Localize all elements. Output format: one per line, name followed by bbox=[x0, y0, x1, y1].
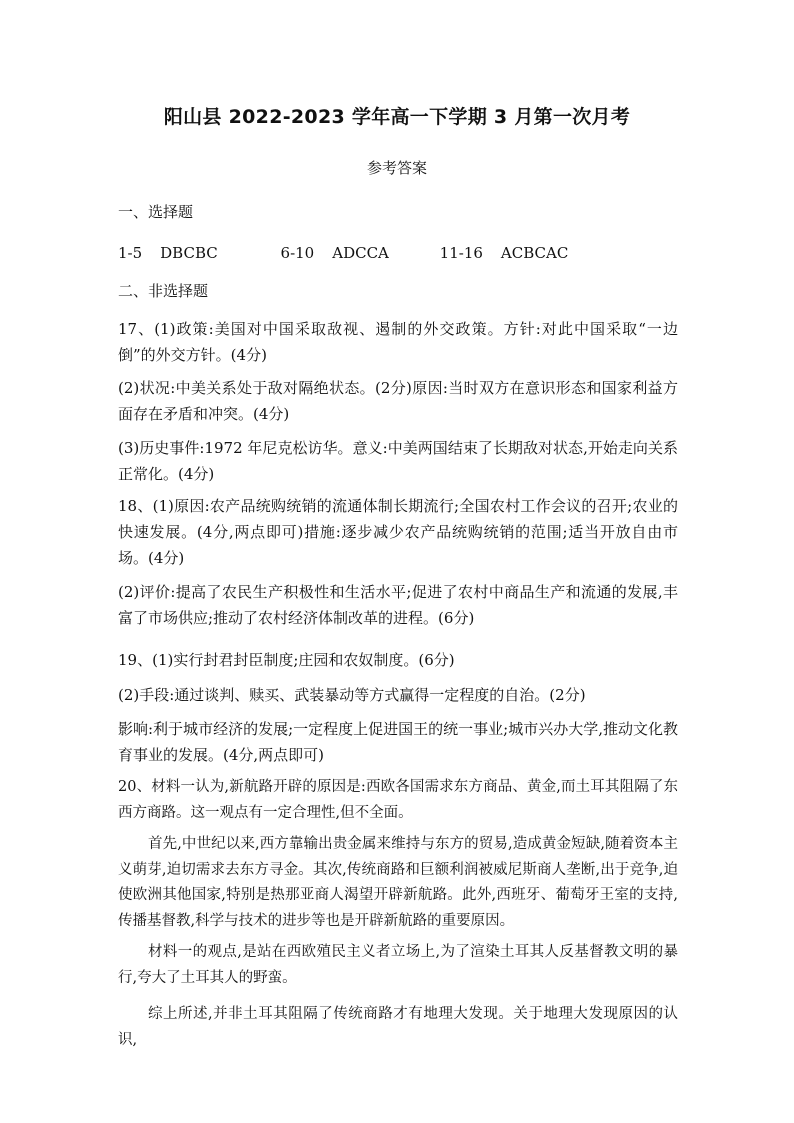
mc-answers bbox=[118, 243, 678, 264]
q19-part2: (2)手段:通过谈判、赎买、武装暴动等方式赢得一定程度的自治。(2分) bbox=[118, 686, 586, 704]
mc-range: 6-10 bbox=[280, 244, 315, 262]
q17-part1: 17、(1)政策:美国对中国采取敌视、遏制的外交政策。方针:对此中国采取“一边倒”的外交方针。(4分) bbox=[118, 320, 678, 364]
mc-range: 11-16 bbox=[439, 244, 483, 262]
mc-keys: ACBCAC bbox=[500, 244, 569, 262]
mc-answer-group bbox=[281, 243, 389, 264]
q18-part2: (2)评价:提高了农民生产积极性和生活水平;促进了农村中商品生产和流通的发展,丰富了市场供应;推动了农村经济体制改革的进程。(6分) bbox=[118, 583, 678, 627]
q19-part1: 19、(1)实行封君封臣制度;庄园和农奴制度。(6分) bbox=[118, 651, 455, 669]
q20-part1: 20、材料一认为,新航路开辟的原因是:西欧各国需求东方商品、黄金,而土耳其阻隔了东西方商路。这一观点有一定合理性,但不全面。 bbox=[118, 779, 678, 821]
q17-part2: (2)状况:中美关系处于敌对隔绝状态。(2分)原因:当时双方在意识形态和国家利益方面存在矛盾和冲突。(4分) bbox=[118, 379, 678, 423]
q20-part4: 综上所述,并非土耳其阻隔了传统商路才有地理大发现。关于地理大发现原因的认识, bbox=[118, 1006, 678, 1048]
mc-heading: 一、选择题 bbox=[118, 203, 194, 221]
q20-part2: 首先,中世纪以来,西方靠输出贵金属来维持与东方的贸易,造成黄金短缺,随着资本主义萌芽,迫切需求去东方寻金。其次,传统商路和巨额利润被威尼斯商人垄断,出于竞争,迫使欧洲其他国家,特别是热那亚商人渴望开辟新航路。此外,西班牙、葡萄牙王室的支持,传播基督教,科学与技术的进步等也是开辟新航路的重要原因。 bbox=[118, 836, 678, 929]
mc-answer-group bbox=[440, 243, 569, 264]
mc-range: 1-5 bbox=[118, 244, 143, 262]
non-mc-heading: 二、非选择题 bbox=[118, 282, 209, 300]
page-title: 阳山县 2022-2023 学年高一下学期 3 月第一次月考 bbox=[163, 106, 631, 128]
q19-part3: 影响:利于城市经济的发展;一定程度上促进国王的统一事业;城市兴办大学,推动文化教育事业的发展。(4分,两点即可) bbox=[118, 720, 678, 764]
mc-answer-group bbox=[118, 243, 218, 264]
q17-part3: (3)历史事件:1972 年尼克松访华。意义:中美两国结束了长期敌对状态,开始走向关系正常化。(4分) bbox=[118, 439, 678, 483]
page-subtitle: 参考答案 bbox=[366, 159, 427, 177]
q20-part3: 材料一的观点,是站在西欧殖民主义者立场上,为了渲染土耳其人反基督教文明的暴行,夸大了土耳其人的野蛮。 bbox=[118, 944, 678, 986]
q18-part1: 18、(1)原因:农产品统购统销的流通体制长期流行;全国农村工作会议的召开;农业的快速发展。(4分,两点即可)措施:逐步减少农产品统购统销的范围;适当开放自由市场。(4分) bbox=[118, 497, 678, 567]
mc-keys: ADCCA bbox=[332, 244, 389, 262]
mc-keys: DBCBC bbox=[160, 244, 218, 262]
